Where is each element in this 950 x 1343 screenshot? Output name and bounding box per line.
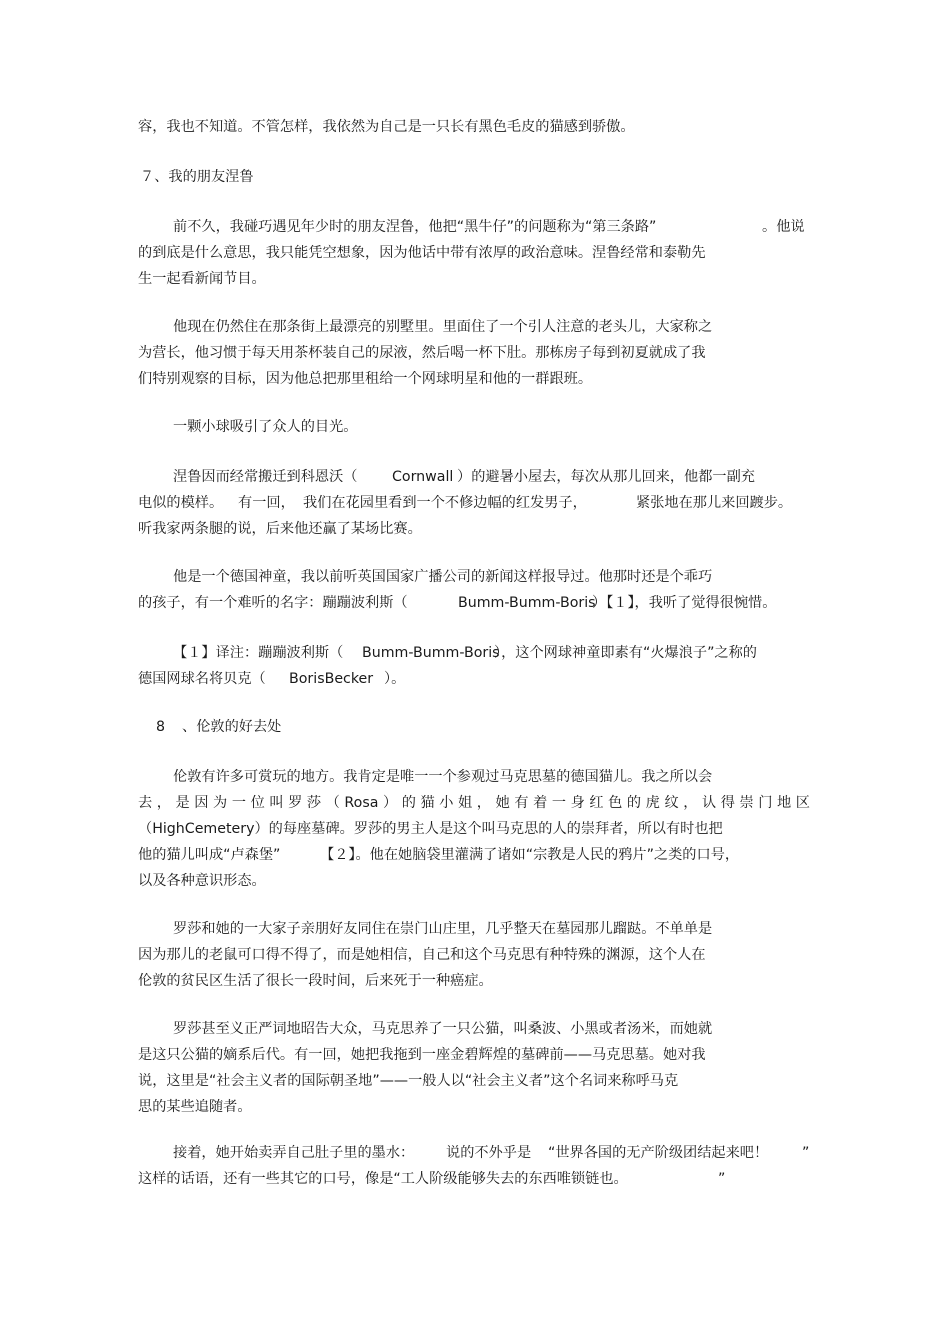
text-line: 接着，她开始卖弄自己肚子里的墨水： bbox=[173, 1145, 415, 1161]
text-line: 伦敦的贫民区生活了很长一段时间，后来死于一种癌症。 bbox=[138, 973, 493, 989]
text-line: Cornwall bbox=[392, 469, 454, 485]
text-line: 说，这里是“社会主义者的国际朝圣地”——一般人以“社会主义者”这个名词来称呼马克 bbox=[138, 1073, 679, 1089]
text-line: 前不久，我碰巧遇见年少时的朋友涅鲁，他把“黑牛仔”的问题称为“第三条路” bbox=[173, 219, 657, 235]
text-line: ” bbox=[802, 1145, 810, 1161]
text-line: 以及各种意识形态。 bbox=[138, 873, 266, 889]
text-line: （HighCemetery）的每座墓碑。罗莎的男主人是这个叫马克思的人的崇拜者，所以有时也把 bbox=[138, 821, 723, 837]
text-line: 的孩子，有一个难听的名字：蹦蹦波利斯（ bbox=[138, 595, 408, 611]
text-line: 。他说 bbox=[762, 219, 805, 235]
text-line: 生一起看新闻节目。 bbox=[138, 271, 266, 287]
text-line: ）【１】，我听了觉得很惋惜。 bbox=[592, 595, 777, 611]
text-line: 伦敦有许多可赏玩的地方。我肯定是唯一一个参观过马克思墓的德国猫儿。我之所以会 bbox=[173, 769, 713, 785]
text-line: 容，我也不知道。不管怎样，我依然为自己是一只长有黑色毛皮的猫感到骄傲。 bbox=[138, 119, 635, 135]
text-line: 听我家两条腿的说，后来他还赢了某场比赛。 bbox=[138, 521, 422, 537]
footnote-line: Bumm-Bumm-Boris bbox=[362, 645, 500, 661]
footnote-line: ）。 bbox=[384, 671, 406, 687]
text-line: ）的避暑小屋去，每次从那儿回来，他都一副充 bbox=[457, 469, 755, 485]
text-line: 一颗小球吸引了众人的目光。 bbox=[173, 419, 358, 435]
text-line: 因为那儿的老鼠可口得不得了，而是她相信，自己和这个马克思有种特殊的渊源，这个人在 bbox=[138, 947, 706, 963]
text-line: 们特别观察的目标，因为他总把那里租给一个网球明星和他的一群跟班。 bbox=[138, 371, 593, 387]
text-line: Bumm-Bumm-Boris bbox=[458, 595, 596, 611]
text-line: 涅鲁因而经常搬迁到科恩沃（ bbox=[173, 469, 358, 485]
text-line: 紧张地在那儿来回踱步。 bbox=[636, 495, 793, 511]
text-line: 他现在仍然住在那条街上最漂亮的别墅里。里面住了一个引人注意的老头儿，大家称之 bbox=[173, 319, 713, 335]
footnote-line: ），这个网球神童即素有“火爆浪子”之称的 bbox=[494, 645, 757, 661]
text-line: 去，是因为一位叫罗莎（Rosa）的猫小姐，她有着一身红色的虎纹，认得崇门地区 bbox=[138, 795, 810, 811]
text-line: 说的不外乎是 bbox=[446, 1145, 532, 1161]
text-line: 我们在花园里看到一个不修边幅的红发男子， bbox=[303, 495, 587, 511]
text-line: 罗莎和她的一大家子亲朋好友同住在崇门山庄里，几乎整天在墓园那儿蹓跶。不单单是 bbox=[173, 921, 713, 937]
footnote-line: 【１】译注：蹦蹦波利斯（ bbox=[173, 645, 344, 661]
text-line: 电似的模样。 bbox=[138, 495, 224, 511]
text-line: “世界各国的无产阶级团结起来吧！ bbox=[548, 1145, 769, 1161]
text-line: 为营长，他习惯于每天用茶杯装自己的尿液，然后喝一杯下肚。那栋房子每到初夏就成了我 bbox=[138, 345, 706, 361]
text-line: 【２】。他在她脑袋里灌满了诸如“宗教是人民的鸦片”之类的口号， bbox=[320, 847, 740, 863]
text-line: 是这只公猫的嫡系后代。有一回，她把我拖到一座金碧辉煌的墓碑前——马克思墓。她对我 bbox=[138, 1047, 706, 1063]
text-line: 他的猫儿叫成“卢森堡” bbox=[138, 847, 281, 863]
text-line: 这样的话语，还有一些其它的口号，像是“工人阶级能够失去的东西唯锁链也。 bbox=[138, 1171, 628, 1187]
text-line: 的到底是什么意思，我只能凭空想象，因为他话中带有浓厚的政治意味。涅鲁经常和泰勒先 bbox=[138, 245, 706, 261]
text-line: 思的某些追随者。 bbox=[138, 1099, 252, 1115]
text-line: 有一回， bbox=[238, 495, 295, 511]
text-line: ” bbox=[718, 1171, 726, 1187]
section-number: 8 bbox=[156, 719, 166, 735]
footnote-line: BorisBecker bbox=[289, 671, 374, 687]
text-line: 他是一个德国神童，我以前听英国国家广播公司的新闻这样报导过。他那时还是个乖巧 bbox=[173, 569, 713, 585]
section-heading: ７、我的朋友涅鲁 bbox=[140, 169, 254, 185]
text-line: 罗莎甚至义正严词地昭告大众，马克思养了一只公猫，叫桑波、小黑或者汤米，而她就 bbox=[173, 1021, 713, 1037]
footnote-line: 德国网球名将贝克（ bbox=[138, 671, 266, 687]
section-heading: 、伦敦的好去处 bbox=[182, 719, 282, 735]
